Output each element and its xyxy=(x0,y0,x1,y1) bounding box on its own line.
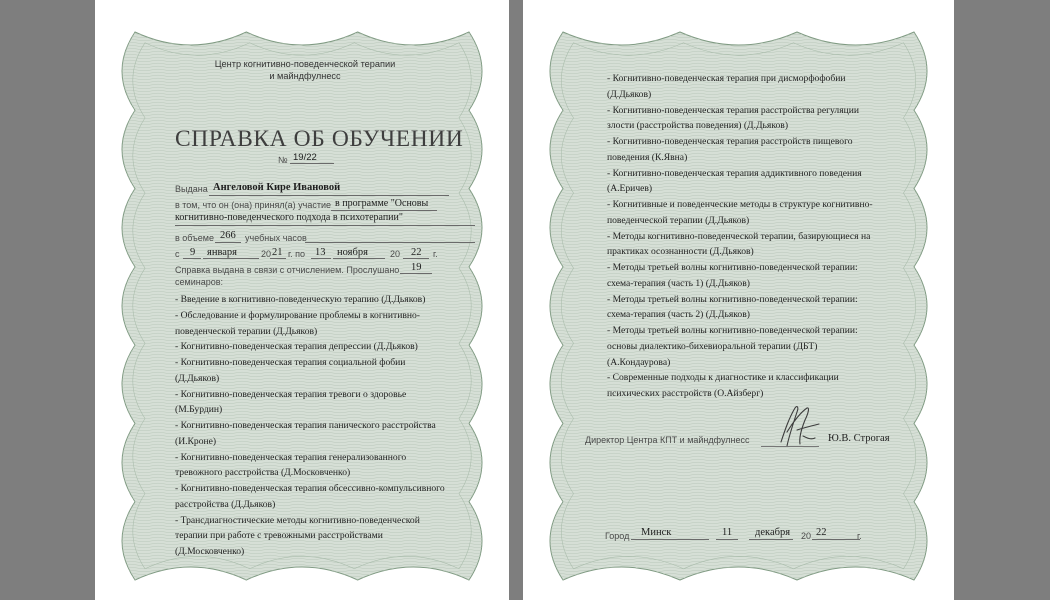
date-year-prefix: 20 xyxy=(801,531,812,541)
date-day: 11 xyxy=(722,527,733,538)
director-title: Директор Центра КПТ и майндфулнесс xyxy=(585,435,750,445)
to-year: 22 xyxy=(411,247,422,258)
seminar-line: - Когнитивно-поведенческая терапия обсессивно-компульсивного xyxy=(175,483,445,494)
seminar-line: расстройства (Д.Дьяков) xyxy=(175,498,276,510)
to-day: 13 xyxy=(315,247,326,258)
to-label: г. по xyxy=(288,249,306,259)
from-year-prefix: 20 xyxy=(261,249,272,259)
certificate-page-right xyxy=(523,0,954,600)
seminar-line: схема-терапия (часть 1) (Д.Дьяков) xyxy=(607,277,750,289)
seminar-line: поведения (К.Явна) xyxy=(607,151,688,163)
hours-label: учебных часов xyxy=(245,233,307,243)
program-line-2: когнитивно-поведенческого подхода в психотерапии" xyxy=(175,212,403,223)
seminar-line: злости (расстройства поведения) (Д.Дьяков) xyxy=(607,120,789,132)
seminar-line: (М.Бурдин) xyxy=(175,404,223,416)
director-name: Ю.В. Строгая xyxy=(828,433,890,444)
to-year-prefix: 20 xyxy=(390,249,401,259)
seminar-line: психических расстройств (О.Айзберг) xyxy=(607,388,764,399)
volume-label: в объеме xyxy=(175,233,214,243)
issuer-name xyxy=(155,58,455,82)
city-label: Город xyxy=(605,531,630,541)
from-label: с xyxy=(175,249,180,259)
seminar-line: - Когнитивно-поведенческая терапия панического расстройства xyxy=(175,420,436,431)
from-month: января xyxy=(207,247,238,258)
city-value: Минск xyxy=(641,527,672,538)
seminar-line: (И.Кроне) xyxy=(175,435,217,447)
seminar-line: - Методы когнитивно-поведенческой терапии, базирующиеся на xyxy=(607,230,871,242)
seminar-line: поведенческой терапии (Д.Дьяков) xyxy=(607,214,750,226)
number-label: № xyxy=(278,155,288,165)
seminar-line: - Методы третьей волны когнитивно-поведенческой терапии: xyxy=(607,262,858,273)
seminar-line: поведенческой терапии (Д.Дьяков) xyxy=(175,325,318,337)
date-year: 22 xyxy=(816,527,827,538)
seminars-count: 19 xyxy=(411,262,422,273)
to-year-suffix: г. xyxy=(433,249,438,259)
seminar-line: - Когнитивно-поведенческая терапия аддиктивного поведения xyxy=(607,167,862,179)
issued-label: Выдана xyxy=(175,184,208,194)
certificate-page-left xyxy=(95,0,509,600)
seminar-line: - Введение в когнитивно-поведенческую терапию (Д.Дьяков) xyxy=(175,294,426,305)
seminar-line: практиках осознанности (Д.Дьяков) xyxy=(607,246,754,258)
date-month: декабря xyxy=(755,527,791,538)
seminar-line: - Когнитивно-поведенческая терапия расстройств пищевого xyxy=(607,136,853,147)
from-day: 9 xyxy=(190,247,196,258)
seminar-line: (Д.Дьяков) xyxy=(607,88,652,100)
seminar-line: - Современные подходы к диагностике и классификации xyxy=(607,372,839,384)
seminars-label: семинаров: xyxy=(175,277,223,287)
seminar-line: (Д.Дьяков) xyxy=(175,372,220,384)
seminar-line: (А.Еричев) xyxy=(607,183,653,195)
seminar-line: - Когнитивно-поведенческая терапия депрессии (Д.Дьяков) xyxy=(175,341,418,353)
certificate-number: 19/22 xyxy=(293,152,317,163)
seminar-line: - Трансдиагностические методы когнитивно-поведенческой xyxy=(175,514,420,526)
participation-label: в том, что он (она) принял(а) участие xyxy=(175,200,332,210)
date-year-suffix: г. xyxy=(857,531,862,541)
seminar-line: - Когнитивно-поведенческая терапия социальной фобии xyxy=(175,357,406,368)
director-signature xyxy=(773,402,823,448)
seminar-line: терапии при работе с тревожными расстройствами xyxy=(175,530,383,542)
seminar-line: - Когнитивные и поведенческие методы в структуре когнитивно- xyxy=(607,199,873,210)
seminar-line: - Когнитивно-поведенческая терапия генерализованного xyxy=(175,451,407,463)
seminar-line: (Д.Московченко) xyxy=(175,546,245,557)
seminar-line: - Обследование и формулирование проблемы в когнитивно- xyxy=(175,309,421,321)
recipient-name: Ангеловой Кире Ивановой xyxy=(213,182,341,193)
to-month: ноября xyxy=(337,247,368,258)
seminar-line: - Методы третьей волны когнитивно-поведенческой терапии: xyxy=(607,325,858,336)
seminar-line: схема-терапия (часть 2) (Д.Дьяков) xyxy=(607,309,750,321)
issuer-line-2: и майндфулнесс xyxy=(269,71,341,81)
seminar-line: - Когнитивно-поведенческая терапия при дисморфофобии xyxy=(607,73,846,84)
issuer-line-1: Центр когнитивно-поведенческой терапии xyxy=(214,59,396,69)
seminar-list-right xyxy=(607,71,907,402)
seminar-line: основы диалектико-бихевиоральной терапии (ДБТ) xyxy=(607,340,818,352)
from-year: 21 xyxy=(272,247,283,258)
seminar-line: - Методы третьей волны когнитивно-поведенческой терапии: xyxy=(607,293,858,305)
seminar-line: тревожного расстройства (Д.Московченко) xyxy=(175,467,351,479)
volume-hours: 266 xyxy=(220,230,236,241)
program-line-1: в программе "Основы xyxy=(335,198,429,209)
document-title: СПРАВКА ОБ ОБУЧЕНИИ xyxy=(175,126,464,152)
seminar-line: (А.Кондаурова) xyxy=(607,356,671,368)
seminar-line: - Когнитивно-поведенческая терапия расстройства регуляции xyxy=(607,104,860,116)
seminar-line: - Когнитивно-поведенческая терапия тревоги о здоровье xyxy=(175,388,407,400)
seminar-list-left xyxy=(175,292,475,560)
reason-label: Справка выдана в связи с отчислением. Прослушано xyxy=(175,265,400,275)
